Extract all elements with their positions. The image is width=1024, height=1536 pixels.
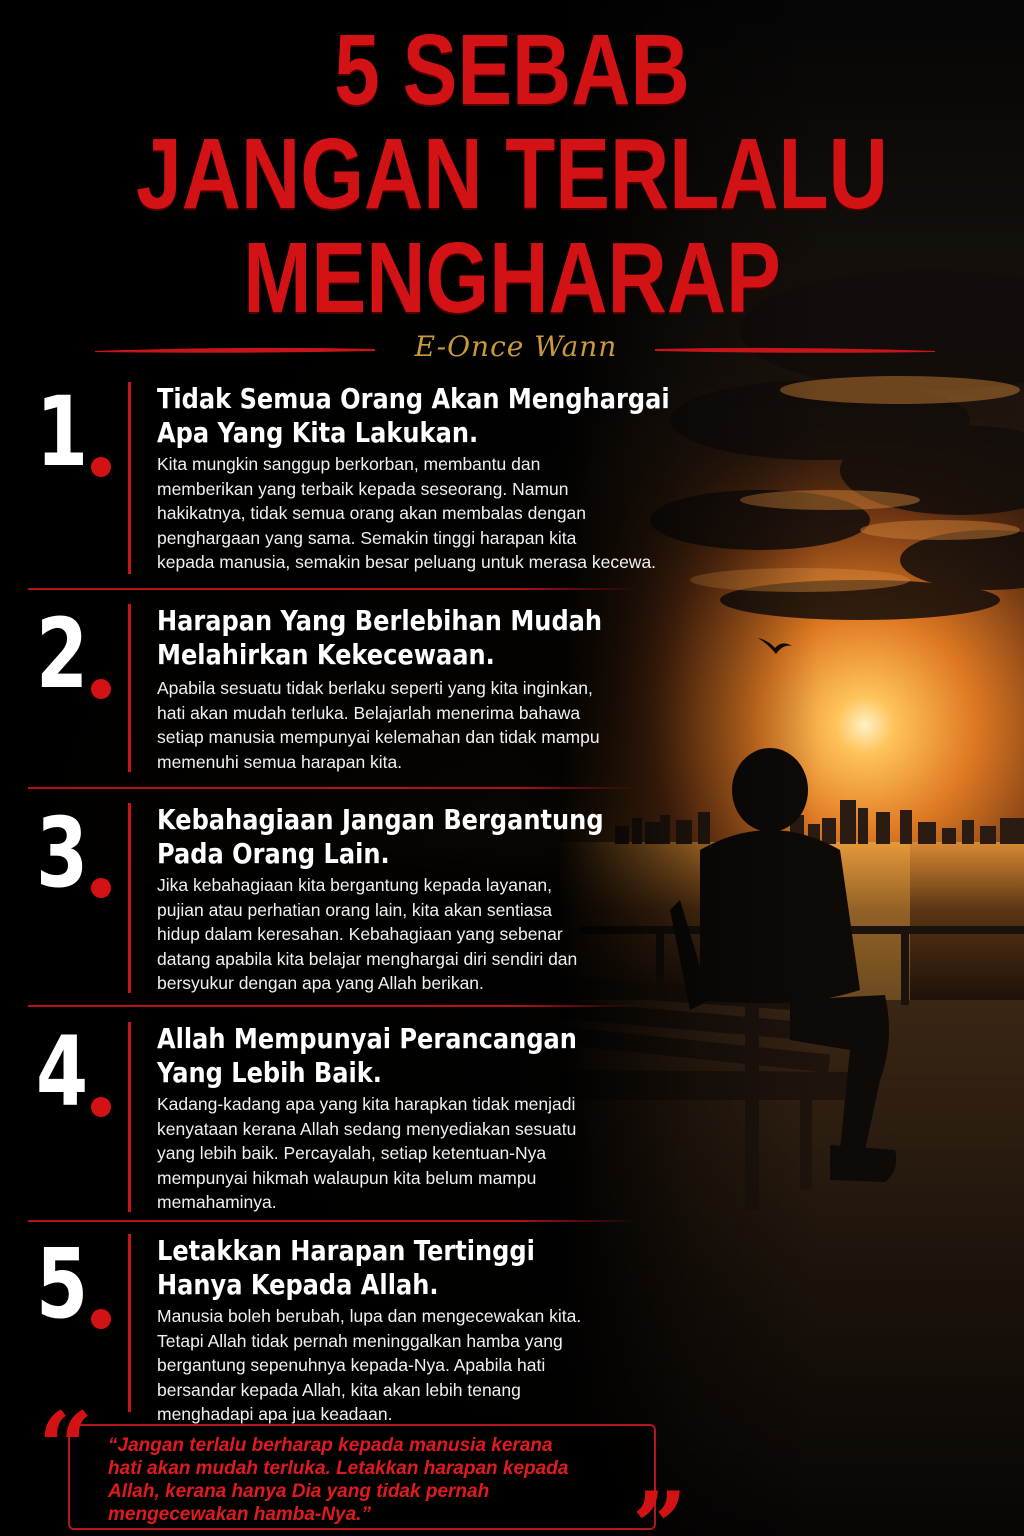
item-body-line: Kadang-kadang apa yang kita harapkan tidak menjadi — [157, 1094, 576, 1114]
item-number: 3 — [36, 797, 87, 909]
item-body-line: Tetapi Allah tidak pernah meninggalkan hamba yang — [157, 1330, 563, 1351]
quote-line: hati akan mudah terluka. Letakkan harapan kepada — [108, 1458, 569, 1479]
quote-text — [108, 1434, 648, 1526]
item-number: 4 — [36, 1016, 87, 1128]
list-item — [0, 797, 700, 999]
item-body-line: kenyataan kerana Allah sedang menyediakan sesuatu — [157, 1118, 577, 1139]
item-accent-bar — [128, 1022, 131, 1212]
item-body-line: pujian atau perhatian orang lain, kita akan sentiasa — [157, 899, 552, 920]
item-body-line: kepada manusia, semakin besar peluang untuk merasa kecewa. — [157, 552, 657, 572]
title-line: MENGHARAP — [243, 222, 781, 334]
list-item — [0, 598, 700, 776]
item-body-line: Apabila sesuatu tidak berlaku seperti yang kita inginkan, — [157, 678, 593, 698]
item-body-line: datang apabila kita belajar menghargai diri sendiri dan — [157, 948, 578, 969]
list-item — [0, 376, 700, 582]
item-body — [157, 452, 757, 575]
item-body-line: menghadapi apa jua keadaan. — [157, 1404, 393, 1424]
item-accent-bar — [128, 604, 131, 772]
divider — [28, 787, 638, 789]
divider — [28, 1220, 638, 1222]
list-item — [0, 1228, 700, 1424]
close-quote-icon: ” — [632, 1471, 688, 1536]
item-title-line: Yang Lebih Baik. — [157, 1056, 382, 1089]
number-dot — [91, 679, 111, 699]
number-dot — [91, 1097, 111, 1117]
open-quote-icon: “ — [38, 1391, 94, 1504]
item-title — [157, 1234, 673, 1302]
item-body — [157, 873, 757, 996]
number-dot — [91, 878, 111, 898]
item-body-line: bersyukur dengan apa yang Allah berikan. — [157, 973, 484, 993]
item-title — [157, 604, 673, 672]
item-accent-bar — [128, 382, 131, 574]
item-body-line: hati akan mudah terluka. Belajarlah menerima bahawa — [157, 702, 581, 723]
list-item — [0, 1016, 700, 1218]
item-body — [157, 676, 757, 774]
item-body-line: memberikan yang terbaik kepada seseorang. Namun — [157, 478, 569, 499]
item-body-line: penghargaan yang sama. Semakin tinggi harapan kita — [157, 527, 577, 548]
item-body — [157, 1304, 757, 1427]
item-number: 1 — [36, 376, 87, 488]
title-line: 5 SEBAB — [334, 14, 690, 126]
brush-stroke-right — [655, 346, 935, 354]
item-title — [157, 803, 673, 871]
item-body-line: Manusia boleh berubah, lupa dan mengecewakan kita. — [157, 1306, 582, 1326]
item-title — [157, 382, 673, 450]
author-signature: E-Once Wann — [414, 330, 618, 363]
item-body-line: Kita mungkin sanggup berkorban, membantu dan — [157, 454, 541, 474]
signature-row — [0, 326, 1024, 374]
item-title — [157, 1022, 673, 1090]
item-accent-bar — [128, 1234, 131, 1412]
quote-line: “Jangan terlalu berharap kepada manusia kerana — [108, 1435, 553, 1456]
item-title-line: Allah Mempunyai Perancangan — [157, 1022, 577, 1055]
item-accent-bar — [128, 803, 131, 993]
item-title-line: Letakkan Harapan Tertinggi — [157, 1234, 535, 1267]
item-title-line: Hanya Kepada Allah. — [157, 1268, 439, 1301]
item-title-line: Melahirkan Kekecewaan. — [157, 638, 495, 671]
number-dot — [91, 1309, 111, 1329]
item-body-line: bersandar kepada Allah, kita akan lebih tenang — [157, 1379, 521, 1400]
title-line: JANGAN TERLALU — [136, 118, 888, 230]
item-title-line: Apa Yang Kita Lakukan. — [157, 416, 479, 449]
item-body-line: bergantung sepenuhnya kepada-Nya. Apabila hati — [157, 1355, 546, 1375]
item-title-line: Harapan Yang Berlebihan Mudah — [157, 604, 603, 637]
divider — [28, 588, 638, 590]
brush-stroke-left — [95, 346, 375, 354]
item-body-line: setiap manusia mempunyai kelemahan dan tidak mampu — [157, 727, 600, 747]
item-body-line: hidup dalam keresahan. Kebahagiaan yang sebenar — [157, 924, 563, 944]
item-body-line: memenuhi semua harapan kita. — [157, 751, 403, 772]
quote-line: mengecewakan hamba-Nya.” — [108, 1504, 371, 1525]
item-body-line: Jika kebahagiaan kita bergantung kepada layanan, — [157, 875, 553, 895]
item-number: 2 — [36, 598, 87, 710]
divider — [28, 1005, 638, 1007]
item-body-line: mempunyai hikmah walaupun kita belum mampu — [157, 1167, 537, 1188]
item-title-line: Kebahagiaan Jangan Bergantung — [157, 803, 604, 836]
item-body — [157, 1092, 757, 1215]
item-body-line: memahaminya. — [157, 1192, 277, 1212]
item-number: 5 — [36, 1228, 87, 1340]
page-title — [92, 14, 932, 334]
item-title-line: Tidak Semua Orang Akan Menghargai — [157, 382, 670, 415]
item-body-line: hakikatnya, tidak semua orang akan membalas dengan — [157, 503, 587, 523]
quote-line: Allah, kerana hanya Dia yang tidak pernah — [108, 1481, 490, 1502]
item-body-line: yang lebih baik. Percayalah, setiap ketentuan-Nya — [157, 1143, 547, 1163]
item-title-line: Pada Orang Lain. — [157, 837, 390, 870]
number-dot — [91, 457, 111, 477]
